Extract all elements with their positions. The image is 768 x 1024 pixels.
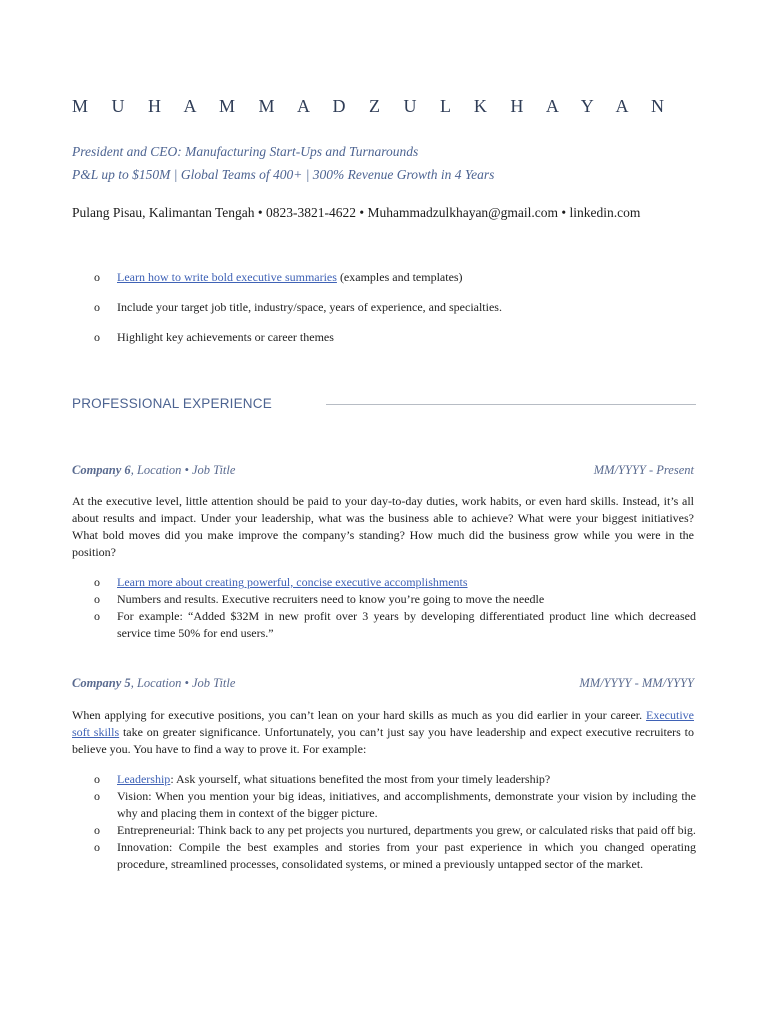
section-title: PROFESSIONAL EXPERIENCE bbox=[72, 396, 272, 411]
job-header bbox=[72, 676, 694, 691]
headline-title: President and CEO: Manufacturing Start-Ups and Turnarounds bbox=[72, 144, 419, 159]
bullet-marker: o bbox=[94, 300, 100, 314]
headline-metrics: P&L up to $150M | Global Teams of 400+ | 300% Revenue Growth in 4 Years bbox=[72, 167, 495, 182]
list-item bbox=[72, 839, 696, 873]
bullet-marker: o bbox=[94, 840, 100, 854]
company-name: Company 5 bbox=[72, 676, 131, 690]
list-item-text: Highlight key achievements or career themes bbox=[117, 330, 334, 344]
candidate-name: M U H A M M A D Z U L K H A Y A N bbox=[72, 96, 674, 116]
job-header bbox=[72, 463, 694, 478]
bullet-marker: o bbox=[94, 592, 100, 606]
executive-summaries-link[interactable]: Learn how to write bold executive summaries bbox=[117, 270, 337, 284]
bullet-marker: o bbox=[94, 772, 100, 786]
list-item bbox=[72, 574, 696, 591]
job-detail: , Location • Job Title bbox=[130, 676, 236, 690]
list-item bbox=[72, 269, 696, 286]
list-item bbox=[72, 299, 696, 316]
bullet-marker: o bbox=[94, 270, 100, 284]
summary-list bbox=[72, 269, 696, 346]
contact-line: Pulang Pisau, Kalimantan Tengah • 0823-3821-4622 • Muhammadzulkhayan@gmail.com • linkedin.com bbox=[72, 205, 641, 220]
list-item bbox=[72, 591, 696, 608]
bullet-marker: o bbox=[94, 789, 100, 803]
list-item bbox=[72, 822, 696, 839]
job-description: At the executive level, little attention should be paid to your day-to-day duties, work habits, or even hard skills. Instead, it’s all about results and impact. Under your leadership, what was the business able to achieve? What were your biggest initiatives? What bold moves did you make improve the company’s standing? How much did the business grow while you were in the position? bbox=[72, 494, 694, 559]
job-dates: MM/YYYY - MM/YYYY bbox=[579, 676, 694, 690]
list-item-text: Entrepreneurial: Think back to any pet projects you nurtured, departments you grew, or calculated risks that paid off big. bbox=[117, 823, 696, 837]
job-bullet-list bbox=[72, 574, 696, 642]
company-name: Company 6 bbox=[72, 463, 131, 477]
list-item-text: Numbers and results. Executive recruiters need to know you’re going to move the needle bbox=[117, 592, 545, 606]
paragraph-text: take on greater significance. Unfortunately, you can’t just say you have leadership and expect executive recruiters to believe you. You have to find a way to prove it. For example: bbox=[72, 725, 694, 756]
job-bullet-list bbox=[72, 771, 696, 873]
job-dates: MM/YYYY - Present bbox=[593, 463, 694, 477]
section-divider bbox=[326, 404, 696, 405]
job-description bbox=[72, 707, 694, 758]
bullet-marker: o bbox=[94, 609, 100, 623]
list-item-text: For example: “Added $32M in new profit over 3 years by developing differentiated product line which decreased service time 50% for end users.” bbox=[117, 609, 696, 640]
bullet-marker: o bbox=[94, 575, 100, 589]
executive-soft-skills-link[interactable]: Executive soft skills bbox=[72, 708, 694, 739]
list-item-text: Include your target job title, industry/space, years of experience, and specialties. bbox=[117, 300, 502, 314]
list-item bbox=[72, 788, 696, 822]
job-detail: , Location • Job Title bbox=[130, 463, 236, 477]
list-item bbox=[72, 771, 696, 788]
list-item-text: (examples and templates) bbox=[336, 270, 463, 284]
paragraph-text: When applying for executive positions, you can’t lean on your hard skills as much as you did earlier in your career. bbox=[72, 708, 647, 722]
bullet-marker: o bbox=[94, 330, 100, 344]
list-item-text: Vision: When you mention your big ideas, initiatives, and accomplishments, demonstrate your vision by including the why and placing them in context of the bigger picture. bbox=[117, 789, 696, 820]
list-item-text: : Ask yourself, what situations benefited the most from your timely leadership? bbox=[170, 772, 551, 786]
leadership-link[interactable]: Leadership bbox=[117, 772, 171, 786]
list-item bbox=[72, 608, 696, 642]
list-item-text: Innovation: Compile the best examples and stories from your past experience in which you changed operating procedure, streamlined processes, consolidated systems, or mined a previously untapped sector of the market. bbox=[117, 840, 696, 871]
bullet-marker: o bbox=[94, 823, 100, 837]
executive-accomplishments-link[interactable]: Learn more about creating powerful, concise executive accomplishments bbox=[117, 575, 468, 589]
list-item bbox=[72, 329, 696, 346]
